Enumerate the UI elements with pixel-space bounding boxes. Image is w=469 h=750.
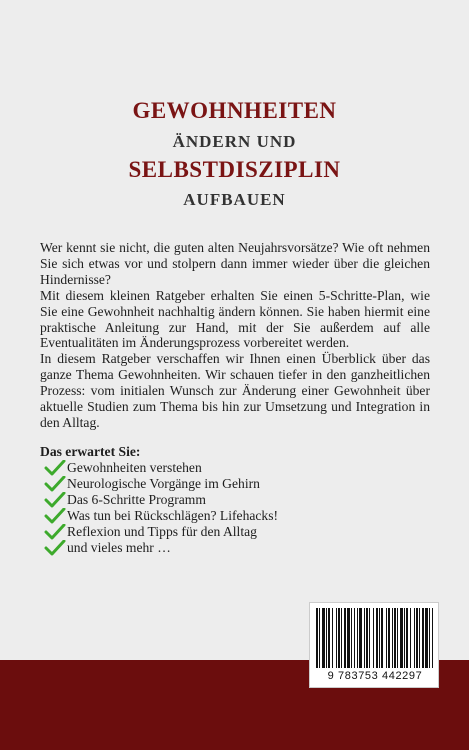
barcode-bar bbox=[394, 608, 396, 668]
checklist-item-label: Gewohnheiten verstehen bbox=[67, 460, 202, 475]
checklist-item bbox=[44, 476, 278, 492]
barcode-bar bbox=[316, 608, 318, 668]
checklist-item-label: und vieles mehr … bbox=[67, 540, 171, 555]
barcode-bar bbox=[392, 608, 393, 668]
barcode-bar bbox=[381, 608, 383, 668]
title-line-1: GEWOHNHEITEN bbox=[132, 98, 337, 123]
barcode-bar bbox=[344, 608, 346, 668]
barcode-bar bbox=[388, 608, 390, 668]
title-line-3: SELBSTDISZIPLIN bbox=[128, 157, 341, 182]
barcode-bar bbox=[422, 608, 424, 668]
barcode-bar bbox=[364, 608, 365, 668]
isbn-barcode bbox=[309, 602, 439, 688]
barcode-bar bbox=[432, 608, 433, 668]
check-icon bbox=[44, 508, 66, 524]
barcode-bar bbox=[369, 608, 370, 668]
barcode-bar bbox=[336, 608, 337, 668]
barcode-bar bbox=[425, 608, 428, 668]
checklist-item bbox=[44, 460, 278, 476]
description-text bbox=[40, 240, 430, 431]
isbn-number: 9 783753 442297 bbox=[327, 670, 423, 682]
barcode-bars bbox=[316, 608, 434, 668]
check-icon bbox=[44, 460, 66, 476]
barcode-bar bbox=[341, 608, 342, 668]
description-paragraph: Wer kennt sie nicht, die guten alten Neujahrsvorsätze? Wie oft nehmen Sie sich etwas vor und stolpern dann immer wieder über die gleichen Hindernisse? bbox=[40, 240, 430, 287]
barcode-bar bbox=[357, 608, 358, 668]
title-line-2: ÄNDERN UND bbox=[172, 132, 297, 151]
checklist-item bbox=[44, 540, 278, 556]
barcode-bar bbox=[406, 608, 408, 668]
feature-checklist bbox=[44, 460, 278, 556]
barcode-bar bbox=[366, 608, 368, 668]
checklist-item-label: Reflexion und Tipps für den Alltag bbox=[67, 524, 257, 539]
barcode-bar bbox=[429, 608, 430, 668]
barcode-bar bbox=[379, 608, 380, 668]
checklist-item-label: Das 6-Schritte Programm bbox=[67, 492, 206, 507]
barcode-bar bbox=[416, 608, 418, 668]
barcode-bar bbox=[332, 608, 333, 668]
barcode-bar bbox=[397, 608, 398, 668]
barcode-bar bbox=[328, 608, 330, 668]
barcode-bar bbox=[326, 608, 327, 668]
barcode-bar bbox=[319, 608, 320, 668]
description-paragraph: Mit diesem kleinen Ratgeber erhalten Sie einen 5-Schritte-Plan, wie Sie eine Gewohnheit nachhaltig ändern können. Sie haben hiermit eine praktische Anleitung zur Hand, mit der Sie außerdem auf alle Eventualitäten im Änderungsprozess vorbereitet werden. bbox=[40, 287, 430, 351]
checklist-item-label: Neurologische Vorgänge im Gehirn bbox=[67, 476, 260, 491]
barcode-bar bbox=[338, 608, 340, 668]
barcode-bar bbox=[347, 608, 350, 668]
barcode-bar bbox=[386, 608, 387, 668]
checklist-item bbox=[44, 492, 278, 508]
barcode-bar bbox=[410, 608, 411, 668]
check-icon bbox=[44, 476, 66, 492]
barcode-bar bbox=[414, 608, 415, 668]
barcode-bar bbox=[373, 608, 374, 668]
barcode-bar bbox=[419, 608, 420, 668]
check-icon bbox=[44, 540, 66, 556]
barcode-bar bbox=[351, 608, 352, 668]
barcode-bar bbox=[400, 608, 403, 668]
checklist-item bbox=[44, 524, 278, 540]
barcode-bar bbox=[359, 608, 362, 668]
barcode-bar bbox=[354, 608, 355, 668]
expect-heading: Das erwartet Sie: bbox=[40, 444, 141, 459]
barcode-bar bbox=[376, 608, 378, 668]
barcode-bar bbox=[404, 608, 405, 668]
checklist-item-label: Was tun bei Rückschlägen? Lifehacks! bbox=[67, 508, 279, 523]
barcode-bar bbox=[322, 608, 325, 668]
check-icon bbox=[44, 492, 66, 508]
check-icon bbox=[44, 524, 66, 540]
title-line-4: AUFBAUEN bbox=[183, 190, 286, 209]
description-paragraph: In diesem Ratgeber verschaffen wir Ihnen einen Überblick über das ganze Thema Gewohnheiten. Wir schauen tiefer in den ganzheitlichen Prozess: vom initialen Wunsch zur Änderung einer Gewohnheit über aktuelle Studien zum Thema bis hin zur Umsetzung und Integration in den Alltag. bbox=[40, 351, 430, 430]
checklist-item bbox=[44, 508, 278, 524]
